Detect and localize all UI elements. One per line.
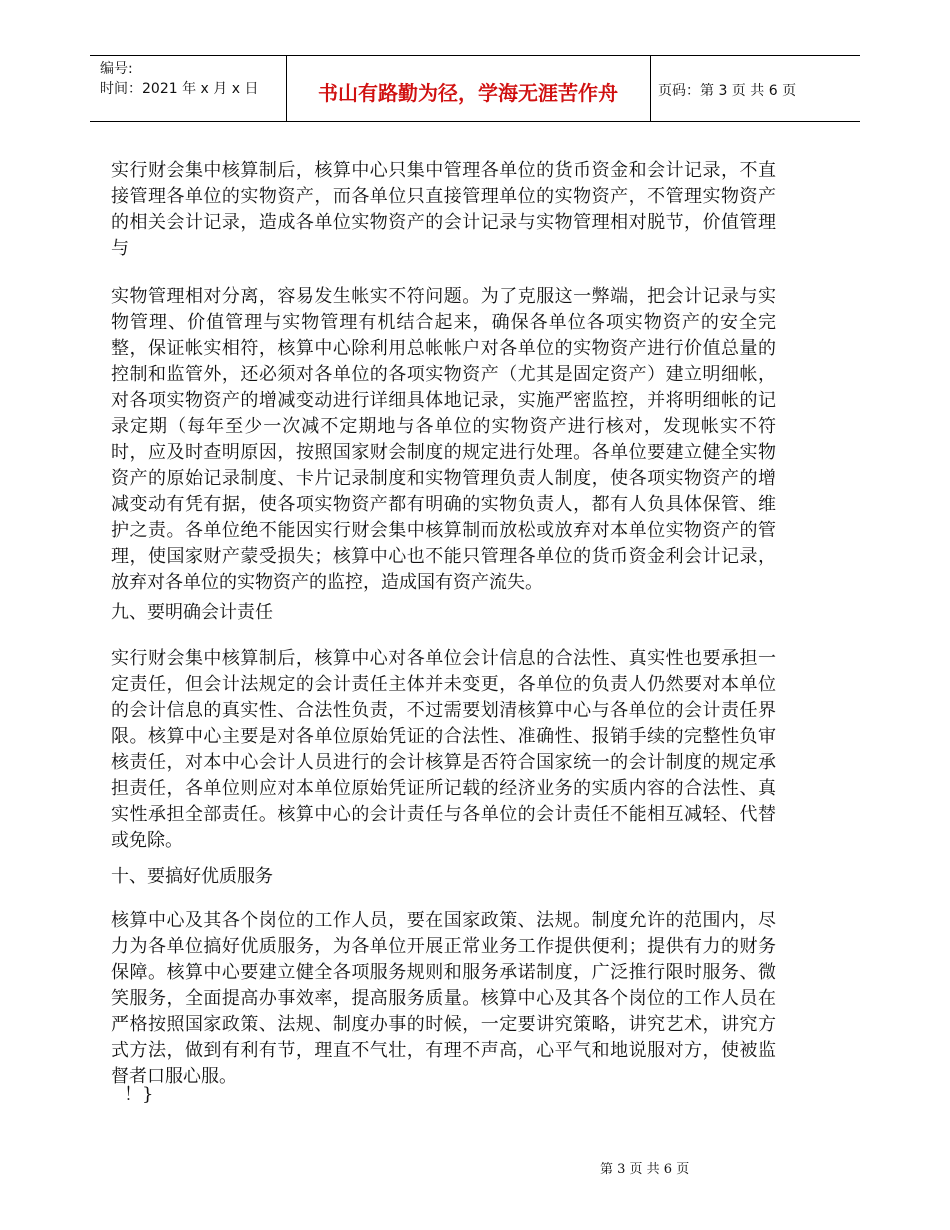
paragraph: 实物管理相对分离，容易发生帐实不符问题。为了克服这一弊端，把会计记录与实物管理、价值管理与实物管理有机结合起来，确保各单位各项实物资产的安全完整，保证帐实相符，核算中心除利用总帐帐户对各单位的实物资产进行价值总量的控制和监管外，还必须对各单位的各项实物资产（尤其是固定资产）建立明细帐，对各项实物资产的增减变动进行详细具体地记录，实施严密监控，并将明细帐的记录定期（每年至少一次减不定期地与各单位的实物资产进行核对，发现帐实不符时，应及时查明原因，按照国家财会制度的规定进行处理。各单位要建立健全实物资产的原始记录制度、卡片记录制度和实物管理负责人制度，使各项实物资产的增减变动有凭有据，使各项实物资产都有明确的实物负责人，都有人负具体保管、维护之责。各单位绝不能因实行财会集中核算制而放松或放弃对本单位实物资产的管理，使国家财产蒙受损失；核算中心也不能只管理各单位的货币资金利会计记录，放弃对各单位的实物资产的监控，造成国有资产流失。 bbox=[111, 286, 776, 593]
paragraph-2-block bbox=[111, 284, 776, 596]
number-label: 编号: bbox=[100, 61, 133, 77]
paragraph: 核算中心及其各个岗位的工作人员，要在国家政策、法规。制度允许的范围内，尽力为各单位搞好优质服务，为各单位开展正常业务工作提供便利；提供有力的财务保障。核算中心要建立健全各项服务规则和服务承诺制度，广泛推行限时服务、微笑服务，全面提高办事效率，提高服务质量。核算中心及其各个岗位的工作人员在严格按照国家政策、法规、制度办事的时候，一定要讲究策略，讲究艺术，讲究方式方法，做到有利有节，理直不气壮，有理不声高，心平气和地说服对方，使被监督者口服心服。 bbox=[111, 910, 776, 1087]
paragraph-4-block bbox=[111, 908, 776, 1090]
paragraph: 实行财会集中核算制后，核算中心对各单位会计信息的合法性、真实性也要承担一定责任，但会计法规定的会计责任主体并未变更，各单位的负责人仍然要对本单位的会计信息的真实性、合法性负责，不过需要划清核算中心与各单位的会计责任界限。核算中心主要是对各单位原始凭证的合法性、准确性、报销手续的完整性负审核责任，对本中心会计人员进行的会计核算是否符合国家统一的会计制度的规定承担责任，各单位则应对本单位原始凭证所记载的经济业务的实质内容的合法性、真实性承担全部责任。核算中心的会计责任与各单位的会计责任不能相互减轻、代替或免除。 bbox=[111, 648, 776, 851]
paragraph-1-block bbox=[111, 158, 776, 262]
time-label: 时间：2021 年 x 月 x 日 bbox=[100, 81, 259, 97]
paragraph: 实行财会集中核算制后，核算中心只集中管理各单位的货币资金和会计记录，不直接管理各单位的实物资产，而各单位只直接管理单位的实物资产，不管理实物资产的相关会计记录，造成各单位实物资产的会计记录与实物管理相对脱节，价值管理与 bbox=[111, 160, 776, 259]
header-motto: 书山有路勤为径，学海无涯苦作舟 bbox=[318, 81, 618, 105]
header-page-info: 页码：第 3 页 共 6 页 bbox=[658, 83, 797, 99]
stray-mark: ！} bbox=[124, 1084, 154, 1105]
header-top-rule bbox=[90, 55, 860, 56]
page-header bbox=[90, 55, 860, 122]
header-meta bbox=[100, 59, 258, 99]
section-heading-10: 十、要搞好优质服务 bbox=[111, 866, 273, 887]
paragraph-3-block bbox=[111, 646, 776, 854]
header-bottom-rule bbox=[90, 121, 860, 122]
page-footer: 第 3 页 共 6 页 bbox=[600, 1162, 690, 1177]
section-heading-9: 九、要明确会计责任 bbox=[111, 602, 273, 623]
header-divider-right bbox=[650, 55, 651, 122]
